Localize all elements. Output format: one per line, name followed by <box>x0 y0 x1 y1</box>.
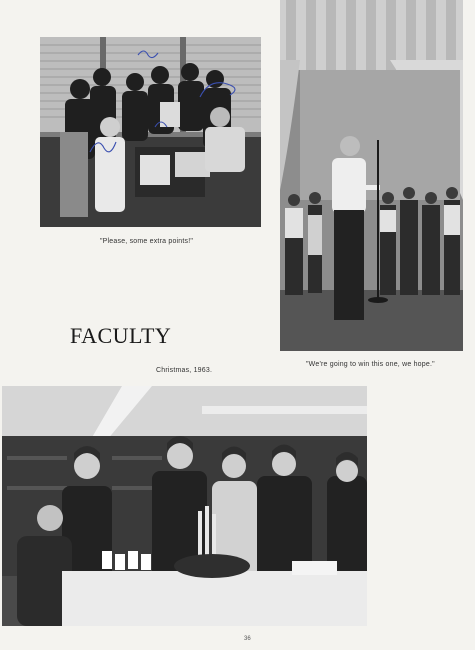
stage-photo <box>280 0 463 351</box>
page-number: 36 <box>244 636 251 642</box>
section-title: FACULTY <box>70 322 172 348</box>
stage-photo-image <box>280 0 463 351</box>
faculty-christmas-photo <box>2 386 367 626</box>
students-caption: "Please, some extra points!" <box>100 238 194 245</box>
students-photo-image <box>40 37 261 227</box>
faculty-christmas-photo-image <box>2 386 367 626</box>
christmas-caption: Christmas, 1963. <box>156 367 213 374</box>
students-photo <box>40 37 261 227</box>
stage-caption: "We're going to win this one, we hope." <box>306 361 435 368</box>
